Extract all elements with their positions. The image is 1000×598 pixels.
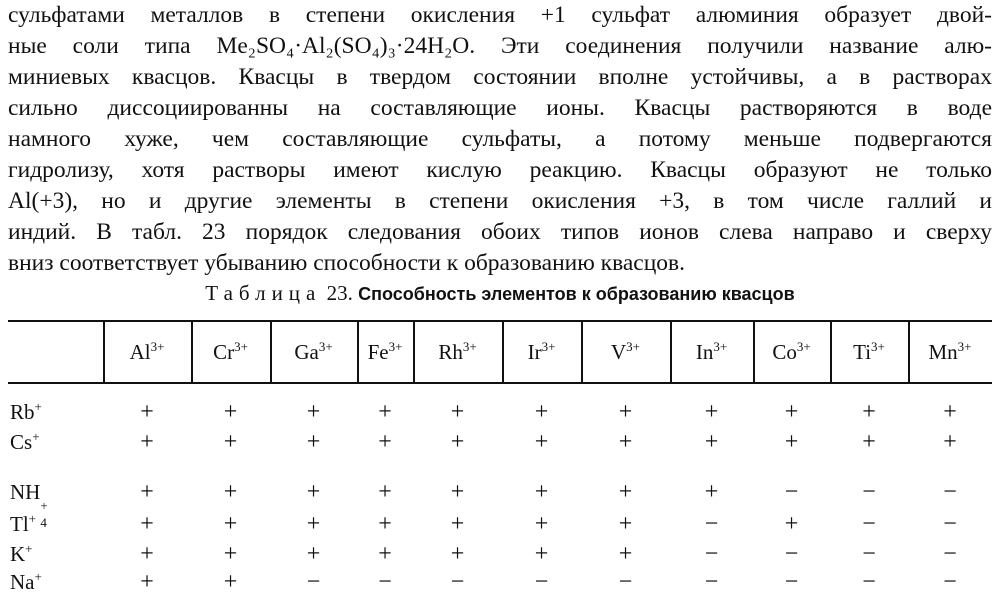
table-cell: + <box>140 541 154 567</box>
table-cell: + <box>223 399 238 425</box>
table-cell: + <box>943 429 957 455</box>
column-header-al <box>103 340 191 364</box>
table-cell: − <box>704 511 719 537</box>
table-cell: + <box>618 511 633 537</box>
row-header-tl <box>10 512 36 536</box>
table-cell: − <box>618 569 633 595</box>
column-header-v <box>581 340 670 364</box>
table-cell: − <box>378 569 392 595</box>
table-cell: + <box>140 429 154 455</box>
table-cell: + <box>223 569 238 595</box>
table-cell: + <box>223 511 238 537</box>
table-cell: + <box>223 479 238 505</box>
paragraph-line: Al(+3), но и другие элементы в степени окисления +3, в том числе галлий и <box>8 188 992 214</box>
table-cell: + <box>378 541 392 567</box>
table-cell: − <box>943 569 957 595</box>
table-cell: + <box>378 479 392 505</box>
table-cell: + <box>450 429 465 455</box>
table-cell: + <box>140 399 154 425</box>
table-cell: + <box>618 479 633 505</box>
table-cell: + <box>534 511 549 537</box>
table-cell: + <box>450 511 465 537</box>
row-charge: + <box>32 429 40 444</box>
column-charge: 3+ <box>150 339 165 354</box>
column-symbol: V <box>610 340 627 364</box>
column-charge: 3+ <box>462 339 477 354</box>
row-subscript: 4 <box>40 515 47 530</box>
table-cell: + <box>306 511 321 537</box>
table-cell: + <box>140 479 154 505</box>
caption-label: Таблица <box>205 281 322 305</box>
table-cell: − <box>943 511 957 537</box>
column-symbol: Mn <box>928 340 958 364</box>
column-charge: 3+ <box>713 339 728 354</box>
table-cell: − <box>784 479 799 505</box>
column-charge: 3+ <box>318 339 333 354</box>
table-cell: + <box>306 399 321 425</box>
table-cell: + <box>306 429 321 455</box>
column-symbol: Al <box>129 340 151 364</box>
table-cell: + <box>378 511 392 537</box>
table-cell: + <box>223 541 238 567</box>
table-cell: − <box>943 479 957 505</box>
table-cell: + <box>450 479 465 505</box>
table-cell: − <box>862 511 876 537</box>
table-cell: + <box>378 399 392 425</box>
table-cell: + <box>534 479 549 505</box>
table-cell: + <box>534 429 549 455</box>
table-cell: + <box>618 541 633 567</box>
table-cell: + <box>223 429 238 455</box>
table-cell: + <box>704 479 719 505</box>
table-cell: + <box>704 399 719 425</box>
column-charge: 3+ <box>541 339 556 354</box>
caption-number: 23. <box>326 281 353 305</box>
table-cell: + <box>618 399 633 425</box>
column-header-co <box>753 340 830 364</box>
paragraph-line: гидролизу, хотя растворы имеют кислую реакцию. Квасцы образуют не только <box>8 157 992 183</box>
column-header-ga <box>270 340 357 364</box>
table-cell: − <box>450 569 465 595</box>
table-cell: + <box>450 399 465 425</box>
column-symbol: Ga <box>294 340 319 364</box>
table-cell: − <box>704 541 719 567</box>
table-cell: − <box>704 569 719 595</box>
table-cell: − <box>862 479 876 505</box>
table-cell: + <box>784 399 799 425</box>
paragraph-line: индий. В табл. 23 порядок следования обоих типов ионов слева направо и сверху <box>8 219 992 245</box>
column-charge: 3+ <box>234 339 248 354</box>
table-cell: − <box>306 569 321 595</box>
table-cell: + <box>784 511 799 537</box>
alum-formation-table <box>8 320 992 598</box>
table-cell: − <box>862 541 876 567</box>
column-symbol: Ir <box>527 340 542 364</box>
column-symbol: Ti <box>853 340 872 364</box>
paragraph-line: вниз соответствует убыванию способности к образованию квасцов. <box>8 250 686 276</box>
table-cell: + <box>784 429 799 455</box>
table-caption <box>0 279 1000 308</box>
table-cell: + <box>534 541 549 567</box>
column-header-ti <box>830 340 908 364</box>
table-top-rule <box>8 320 992 322</box>
row-symbol: Tl <box>10 512 29 536</box>
column-symbol: Fe <box>367 340 389 364</box>
table-cell: + <box>943 399 957 425</box>
column-header-in <box>670 340 753 364</box>
row-header-cs <box>10 430 40 454</box>
row-charge: + <box>28 511 37 526</box>
row-symbol: Cs <box>10 430 33 454</box>
table-cell: + <box>534 399 549 425</box>
paragraph-line: сильно диссоциированны на составляющие ионы. Квасцы растворяются в воде <box>8 95 992 121</box>
table-cell: + <box>450 541 465 567</box>
table-cell: − <box>784 569 799 595</box>
table-cell: − <box>534 569 549 595</box>
column-header-mn <box>908 340 992 364</box>
row-symbol: K <box>10 542 26 566</box>
table-header-rule <box>8 382 992 384</box>
column-charge: 3+ <box>388 339 403 354</box>
table-cell: + <box>306 541 321 567</box>
table-cell: − <box>943 541 957 567</box>
column-charge: 3+ <box>796 339 811 354</box>
paragraph-line: миниевых квасцов. Квасцы в твердом состоянии вполне устойчивы, а в растворах <box>8 64 992 90</box>
paragraph-line: ные соли типа Me₂SO₄·Al₂(SO₄)₃·24H₂O. Эти соединения получили название алю- <box>8 33 992 59</box>
table-cell: + <box>862 399 876 425</box>
table-cell: + <box>140 569 154 595</box>
column-symbol: Co <box>772 340 797 364</box>
row-charge: + <box>25 541 33 556</box>
column-charge: 3+ <box>871 339 885 354</box>
row-symbol: Rb <box>10 400 35 424</box>
column-symbol: In <box>695 340 714 364</box>
table-cell: + <box>378 429 392 455</box>
caption-title: Способность элементов к образованию квасцов <box>358 284 795 304</box>
paragraph-line: сульфатами металлов в степени окисления +1 сульфат алюминия образует двой- <box>8 2 992 28</box>
table-cell: + <box>140 511 154 537</box>
row-header-rb <box>10 400 42 424</box>
column-header-rh <box>413 340 502 364</box>
row-charge: + <box>40 498 48 513</box>
row-symbol: NH <box>10 480 41 504</box>
row-charge: + <box>34 569 42 584</box>
table-cell: + <box>618 429 633 455</box>
table-cell: + <box>862 429 876 455</box>
column-symbol: Cr <box>213 340 235 364</box>
column-header-ir <box>502 340 581 364</box>
table-cell: + <box>704 429 719 455</box>
paragraph-line: намного хуже, чем составляющие сульфаты, а потому меньше подвергаются <box>8 126 992 152</box>
column-header-cr <box>191 340 270 364</box>
row-charge: + <box>34 399 42 414</box>
table-cell: + <box>306 479 321 505</box>
column-header-fe <box>357 340 413 364</box>
table-cell: − <box>784 541 799 567</box>
column-charge: 3+ <box>626 339 640 354</box>
body-paragraph <box>8 0 992 279</box>
column-charge: 3+ <box>957 339 972 354</box>
row-header-k <box>10 542 33 566</box>
table-cell: − <box>862 569 876 595</box>
row-header-na <box>10 570 42 594</box>
column-symbol: Rh <box>438 340 463 364</box>
row-symbol: Na <box>10 570 35 594</box>
